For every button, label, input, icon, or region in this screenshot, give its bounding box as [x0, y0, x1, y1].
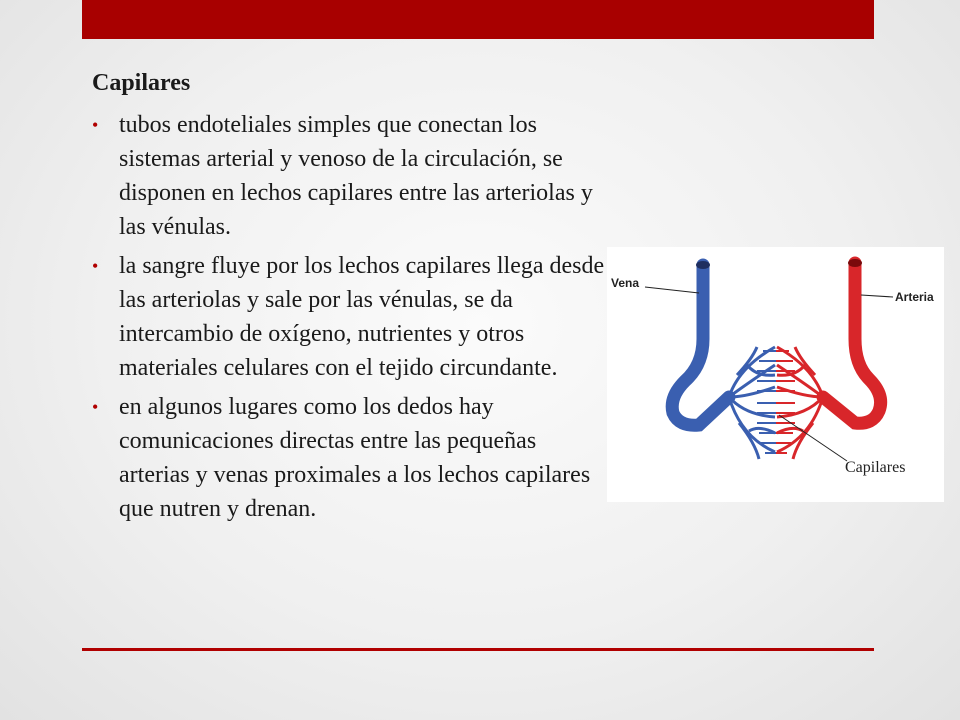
vena-leader-line	[645, 287, 699, 293]
bullet-text: en algunos lugares como los dedos hay comunicaciones directas entre las pequeñas arterias y venas proximales a los lechos capilares que nutren y drenan.	[119, 394, 591, 522]
bullet-text: tubos endoteliales simples que conectan los sistemas arterial y venoso de la circulación, se disponen en lechos capilares entre las arteriolas y las vénulas.	[119, 112, 593, 240]
vena-label: Vena	[611, 276, 640, 290]
vein-opening	[696, 261, 710, 269]
bullet-marker: •	[92, 397, 99, 417]
slide-content	[92, 66, 612, 531]
arteria-label: Arteria	[895, 290, 934, 304]
bullet-list	[92, 108, 612, 526]
bullet-item	[92, 390, 612, 526]
bullet-item	[92, 108, 612, 244]
bullet-item	[92, 249, 612, 385]
capillary-diagram	[607, 247, 944, 502]
bullet-marker: •	[92, 115, 99, 135]
capillary-rungs	[757, 351, 795, 453]
top-accent-bar	[82, 0, 874, 39]
artery-vessel	[823, 263, 881, 423]
vein-vessel	[672, 265, 729, 425]
slide-heading: Capilares	[92, 70, 191, 96]
artery-opening	[848, 259, 862, 267]
bullet-text: la sangre fluye por los lechos capilares llega desde las arteriolas y sale por las vénulas, se da intercambio de oxígeno, nutrientes y otros materiales celulares con el tejido circundante.	[119, 253, 605, 381]
bullet-marker: •	[92, 256, 99, 276]
capilares-label: Capilares	[845, 459, 906, 476]
bottom-divider	[82, 648, 874, 651]
arteria-leader-line	[861, 295, 893, 297]
